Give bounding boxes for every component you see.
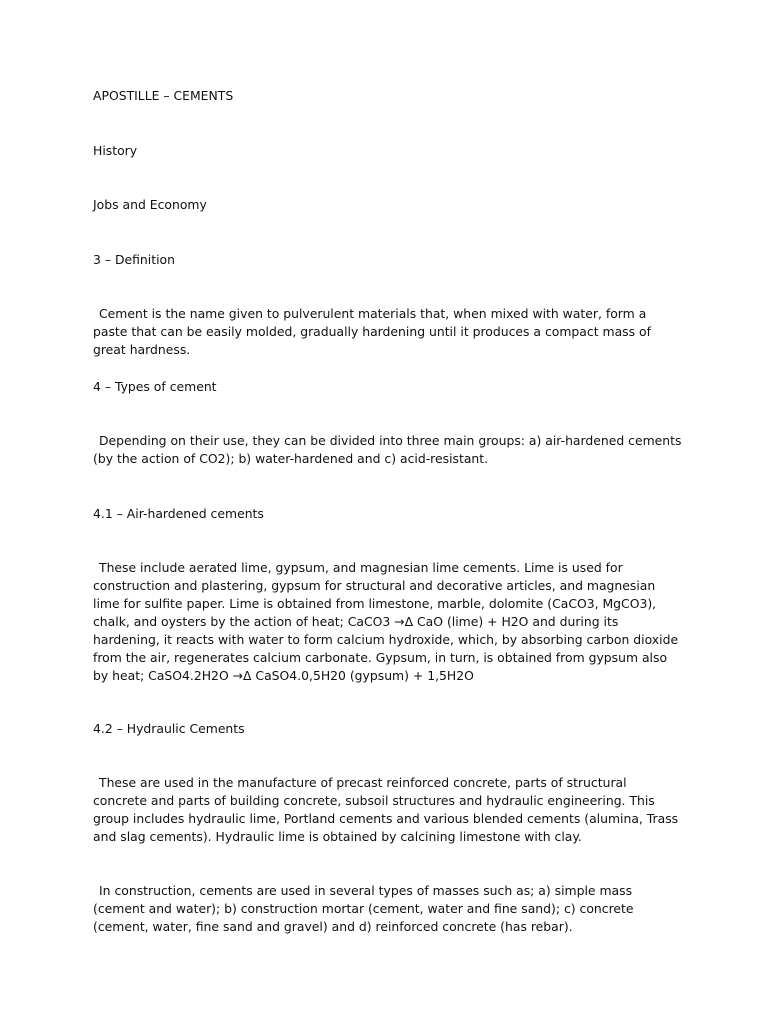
paragraph-definition: Cement is the name given to pulverulent materials that, when mixed with water, form a paste that can be easily molded, gradually hardening until it produces a compact mass of great hardness. [93,306,651,357]
heading-hydraulic: 4.2 – Hydraulic Cements [93,721,245,736]
heading-definition: 3 – Definition [93,252,175,267]
paragraph-construction: In construction, cements are used in several types of masses such as; a) simple mass (cement and water); b) construction mortar (cement, water and fine sand); c) concrete (cement, water, fine sand and gravel) and d) reinforced concrete (has rebar). [93,883,634,934]
document-title: APOSTILLE – CEMENTS [93,88,234,103]
heading-history: History [93,143,138,158]
paragraph-air-hardened: These include aerated lime, gypsum, and magnesian lime cements. Lime is used for construction and plastering, gypsum for structural and decorative articles, and magnesian lime for sulfite paper. Lime is obtained from limestone, marble, dolomite (CaCO3, MgCO3), chalk, and oysters by the action of heat; CaCO3 →Δ CaO (lime) + H2O and during its hardening, it reacts with water to form calcium hydroxide, which, by absorbing carbon dioxide from the air, regenerates calcium carbonate. Gypsum, in turn, is obtained from gypsum also by heat; CaSO4.2H2O →Δ CaSO4.0,5H20 (gypsum) + 1,5H2O [93,560,679,683]
paragraph-types: Depending on their use, they can be divided into three main groups: a) air-hardened cements (by the action of CO2); b) water-hardened and c) acid-resistant. [93,433,682,466]
paragraph-hydraulic: These are used in the manufacture of precast reinforced concrete, parts of structural concrete and parts of building concrete, subsoil structures and hydraulic engineering. This group includes hydraulic lime, Portland cements and various blended cements (alumina, Trass and slag cements). Hydraulic lime is obtained by calcining limestone with clay. [93,775,679,844]
heading-types-of-cement: 4 – Types of cement [93,379,217,394]
heading-jobs-economy: Jobs and Economy [93,197,207,212]
heading-air-hardened: 4.1 – Air-hardened cements [93,506,264,521]
